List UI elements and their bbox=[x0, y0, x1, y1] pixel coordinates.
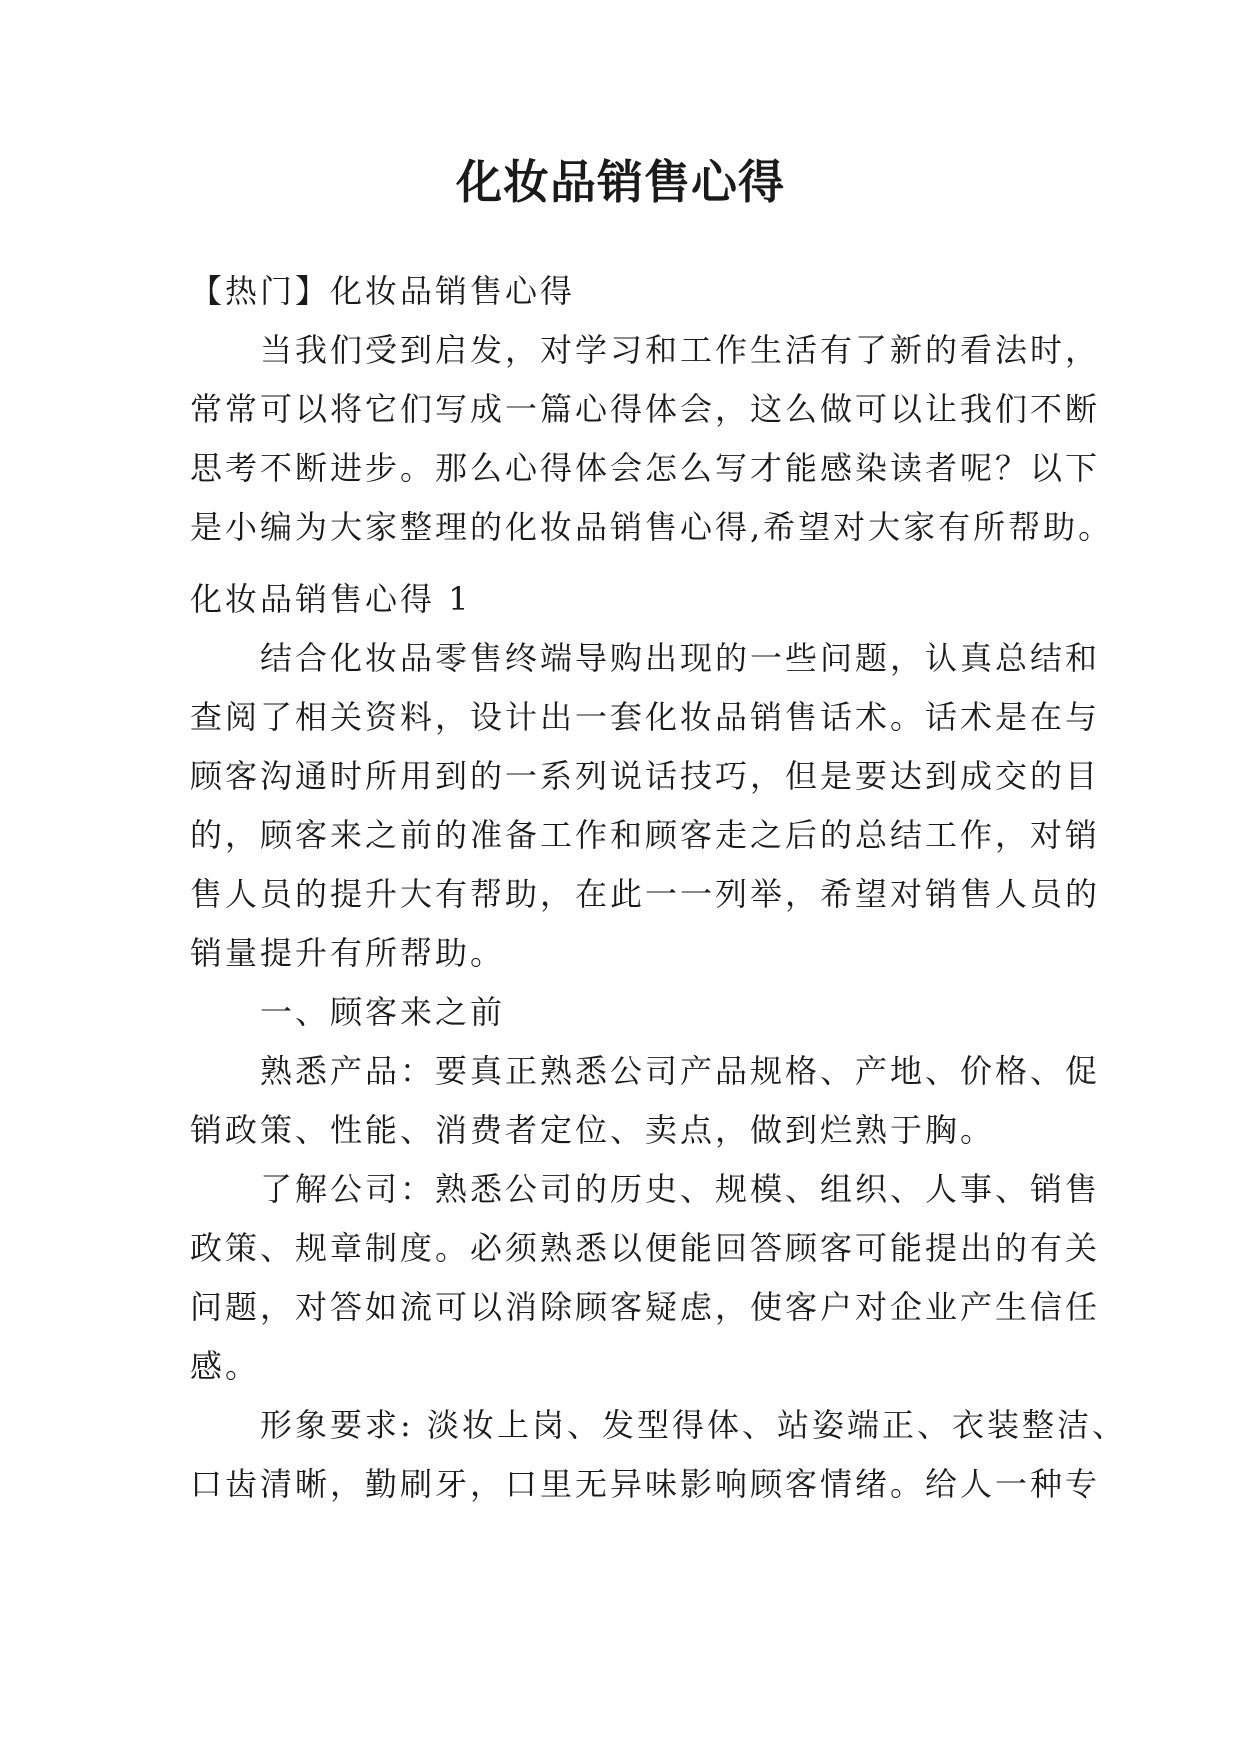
section-heading: 化妆品销售心得 1 bbox=[190, 580, 472, 618]
paragraph-line: 感。 bbox=[190, 1347, 261, 1385]
paragraph-line: 政策、规章制度。必须熟悉以便能回答顾客可能提出的有关 bbox=[190, 1229, 1101, 1267]
paragraph-line: 结合化妆品零售终端导购出现的一些问题，认真总结和 bbox=[260, 639, 1101, 677]
intro-line: 是小编为大家整理的化妆品销售心得,希望对大家有所帮助。 bbox=[190, 508, 1114, 546]
paragraph-line: 销量提升有所帮助。 bbox=[190, 934, 506, 972]
intro-heading: 【热门】化妆品销售心得 bbox=[190, 272, 576, 310]
paragraph-line: 顾客沟通时所用到的一系列说话技巧，但是要达到成交的目 bbox=[190, 757, 1101, 795]
paragraph-line: 售人员的提升大有帮助，在此一一列举，希望对销售人员的 bbox=[190, 875, 1101, 913]
paragraph-line: 的，顾客来之前的准备工作和顾客走之后的总结工作，对销 bbox=[190, 816, 1101, 854]
paragraph-line: 熟悉产品：要真正熟悉公司产品规格、产地、价格、促 bbox=[260, 1052, 1101, 1090]
intro-block bbox=[190, 262, 1114, 557]
section-block bbox=[190, 570, 1127, 1514]
paragraph-line: 了解公司：熟悉公司的历史、规模、组织、人事、销售 bbox=[260, 1170, 1101, 1208]
paragraph-line: 形象要求: 淡妆上岗、发型得体、站姿端正、衣装整洁、 bbox=[260, 1406, 1127, 1444]
paragraph-line: 销政策、性能、消费者定位、卖点，做到烂熟于胸。 bbox=[190, 1111, 996, 1149]
paragraph-line: 口齿清晰，勤刷牙，口里无异味影响顾客情绪。给人一种专 bbox=[190, 1465, 1101, 1503]
intro-line: 当我们受到启发，对学习和工作生活有了新的看法时， bbox=[260, 331, 1101, 369]
paragraph-line: 查阅了相关资料，设计出一套化妆品销售话术。话术是在与 bbox=[190, 698, 1101, 736]
subsection-heading: 一、顾客来之前 bbox=[260, 993, 506, 1031]
document-title: 化妆品销售心得 bbox=[456, 155, 785, 209]
paragraph-line: 问题，对答如流可以消除顾客疑虑，使客户对企业产生信任 bbox=[190, 1288, 1101, 1326]
intro-line: 思考不断进步。那么心得体会怎么写才能感染读者呢？以下 bbox=[190, 449, 1101, 487]
intro-line: 常常可以将它们写成一篇心得体会，这么做可以让我们不断 bbox=[190, 390, 1101, 428]
